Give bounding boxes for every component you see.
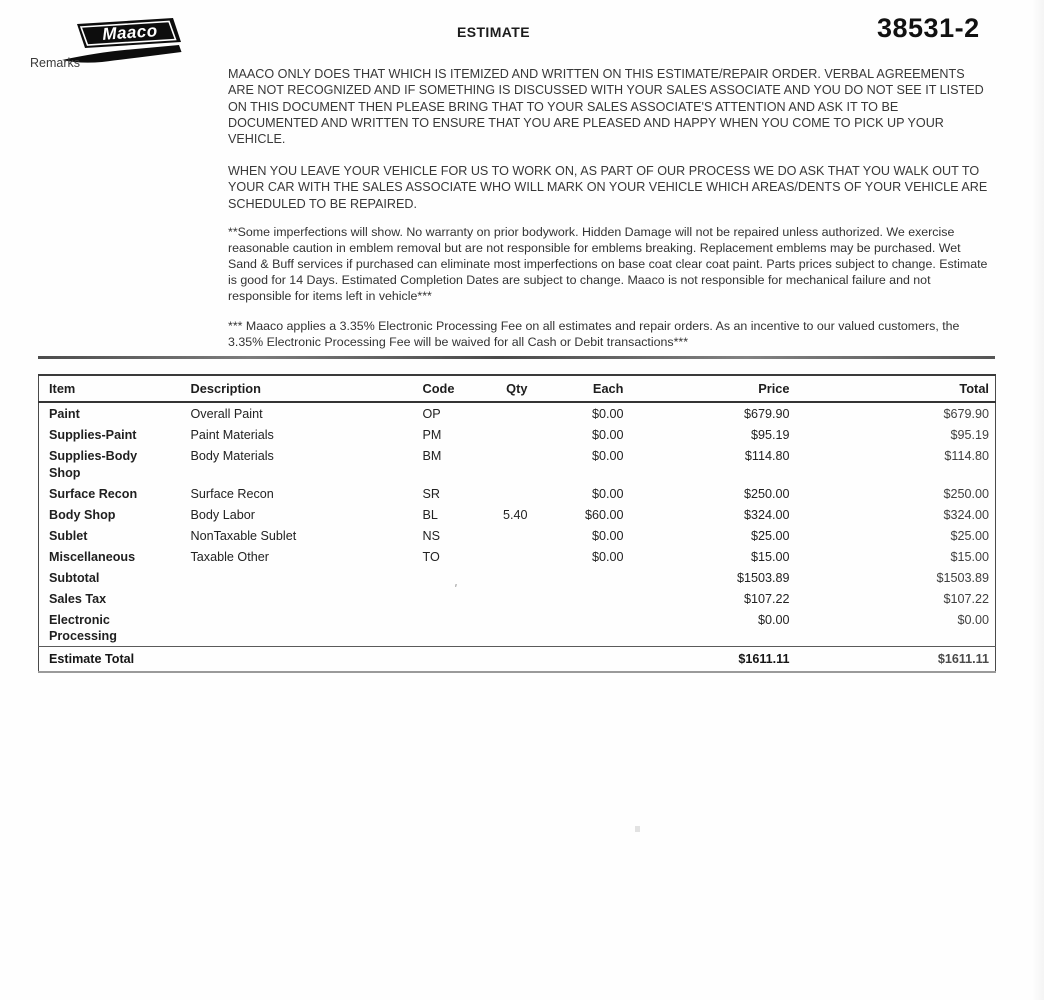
item-label: Subtotal [49,570,100,585]
table-header-row [39,375,996,402]
cell-price: $95.19 [750,428,790,442]
disclaimer-paragraph-4: *** Maaco applies a 3.35% Electronic Processing Fee on all estimates and repair orders. As an incentive to our valued customers, the 3.35% Electronic Processing Fee will be waived for all Cash or Debit transactions*** [228,319,960,349]
cell-each [533,567,626,588]
cell-description: Overall Paint [190,407,263,421]
disclaimer-paragraph-2: WHEN YOU LEAVE YOUR VEHICLE FOR US TO WORK ON, AS PART OF OUR PROCESS WE DO ASK THAT YOU WALK OUT TO YOUR CAR WITH THE SALES ASSOCIATE WHO WILL MARK ON YOUR VEHICLE WHICH AREAS/DENTS OF YOUR VEHICLE ARE SCHEDULED TO BE REPAIRED. [228,164,988,211]
cell-price: $250.00 [743,486,790,501]
cell-item [39,504,186,525]
cell-qty [479,483,533,504]
table-row [39,525,996,546]
cell-price: $114.80 [744,449,790,463]
cell-each: $0.00 [591,428,624,442]
cell-code [411,609,479,647]
item-label: Supplies-Paint [49,428,137,442]
header-qty: Qty [479,375,533,402]
cell-item [39,609,186,647]
item-label: Sales Tax [49,591,107,606]
cell-code [411,647,479,672]
cell-total: $107.22 [943,591,989,606]
cell-qty [479,588,533,609]
cell-description: Taxable Other [190,549,269,564]
cell-description: NonTaxable Sublet [190,528,297,543]
estimate-number: 38531-2 [877,13,980,43]
header-each: Each [533,375,626,402]
cell-description [186,567,411,588]
table-footer [39,647,996,672]
table-row [39,609,996,647]
cell-total: $324.00 [943,507,989,522]
cell-item [39,525,186,546]
cell-item [39,424,186,445]
cell-item [39,483,186,504]
cell-price: $0.00 [757,612,790,627]
header-item: Item [39,375,186,402]
cell-price: $25.00 [750,528,790,543]
cell-each: $0.00 [591,449,624,463]
cell-price: $324.00 [743,507,790,522]
cell-description: Surface Recon [190,486,274,501]
header-code: Code [411,375,479,402]
estimate-total-row [39,647,996,672]
cell-qty [479,567,533,588]
maaco-logo-text: Maaco [101,21,159,44]
header-description: Description [186,375,411,402]
cell-price: $15.00 [750,549,790,564]
cell-description [186,609,411,647]
cell-total: $1503.89 [936,570,989,585]
disclaimer-paragraph-1: MAACO ONLY DOES THAT WHICH IS ITEMIZED AND WRITTEN ON THIS ESTIMATE/REPAIR ORDER. VERBAL AGREEMENTS ARE NOT RECOGNIZED AND IF SOMETHING IS DISCUSSED WITH YOUR SALES ASSOCIATE AND YOU DO NOT SEE IT LISTED ON THIS DOCUMENT THEN PLEASE BRING THAT TO YOUR SALES ASSOCIATE'S ATTENTION AND ASK IT TO BE DOCUMENTED AND WRITTEN TO ENSURE THAT YOU ARE PLEASED AND HAPPY WHEN YOU COME TO PICK UP YOUR VEHICLE. [228,67,984,147]
cell-description [186,647,411,672]
item-label: Paint [49,407,80,421]
cell-code: TO [422,549,440,564]
header-price: Price [626,375,792,402]
table-body [39,402,996,647]
document-title: ESTIMATE [457,24,530,40]
cell-qty [479,445,533,483]
separator-line [38,356,995,359]
scan-artifact-dot [635,826,640,832]
cell-total: $250.00 [943,486,989,501]
cell-each [533,647,626,672]
table-row [39,588,996,609]
cell-description: Paint Materials [190,428,274,442]
cell-total: $114.80 [944,449,989,463]
line-items-table [38,374,996,673]
cell-total: $25.00 [950,528,989,543]
cell-code: BL [422,507,438,522]
cell-each [533,588,626,609]
cell-qty [479,424,533,445]
cell-each [533,609,626,647]
cell-price: $107.22 [743,591,790,606]
table-row [39,483,996,504]
cell-item [39,588,186,609]
estimate-total-price: $1611.11 [626,647,792,672]
cell-each: $0.00 [591,549,624,564]
cell-code: SR [422,486,440,501]
cell-total: $15.00 [950,549,989,564]
cell-qty [479,402,533,424]
cell-price: $1503.89 [736,570,790,585]
cell-item [39,647,186,672]
disclaimer-paragraph-3: **Some imperfections will show. No warranty on prior bodywork. Hidden Damage will not be repaired unless authorized. We exercise reasonable caution in emblem removal but are not responsible for emblems breaking. Replacement emblems may be purchased. Wet Sand & Buff services if purchased can eliminate most imperfections on base coat clear coat paint. Parts prices subject to change. Estimate is good for 14 Days. Estimated Completion Dates are subject to change. Maaco is not responsible for mechanical failure and not responsible for items left in vehicle*** [228,225,988,303]
cell-code: BM [422,449,442,463]
cell-item [39,567,186,588]
cell-code: NS [422,528,440,543]
item-label: Body Shop [49,507,116,522]
table-row [39,445,996,483]
estimate-total-label: Estimate Total [49,651,135,666]
cell-code [411,588,479,609]
cell-code [411,567,479,588]
cell-each: $0.00 [591,528,624,543]
cell-price: $679.90 [743,407,790,421]
cell-description [186,588,411,609]
table-row [39,546,996,567]
cell-qty [479,525,533,546]
cell-qty [479,647,533,672]
cell-each: $0.00 [591,486,624,501]
cell-code: PM [422,428,442,442]
cell-qty [479,609,533,647]
cell-total: $679.90 [943,407,989,421]
cell-item [39,445,186,483]
scan-edge-shade [1032,0,1044,1000]
table-row [39,567,996,588]
cell-each: $60.00 [584,507,624,522]
cell-total: $0.00 [957,612,989,627]
item-label: Supplies-Body Shop [49,449,138,480]
item-label: Miscellaneous [49,549,136,564]
cell-description: Body Labor [190,507,255,522]
cell-description: Body Materials [190,449,274,463]
table-row [39,402,996,424]
table-row [39,424,996,445]
cell-total: $95.19 [950,428,989,442]
remarks-label: Remarks [30,56,81,70]
scan-artifact-tick: ' [452,580,459,597]
cell-qty [479,546,533,567]
table-row [39,504,996,525]
item-label: Surface Recon [49,486,138,501]
item-label: Electronic Processing [49,612,117,643]
cell-item [39,402,186,424]
estimate-total-total: $1611.11 [792,647,996,672]
item-label: Sublet [49,528,88,543]
table-header [39,375,996,402]
cell-qty: 5.40 [502,507,528,522]
cell-each: $0.00 [591,407,624,421]
cell-item [39,546,186,567]
header-total: Total [792,375,996,402]
cell-code: OP [422,407,441,421]
